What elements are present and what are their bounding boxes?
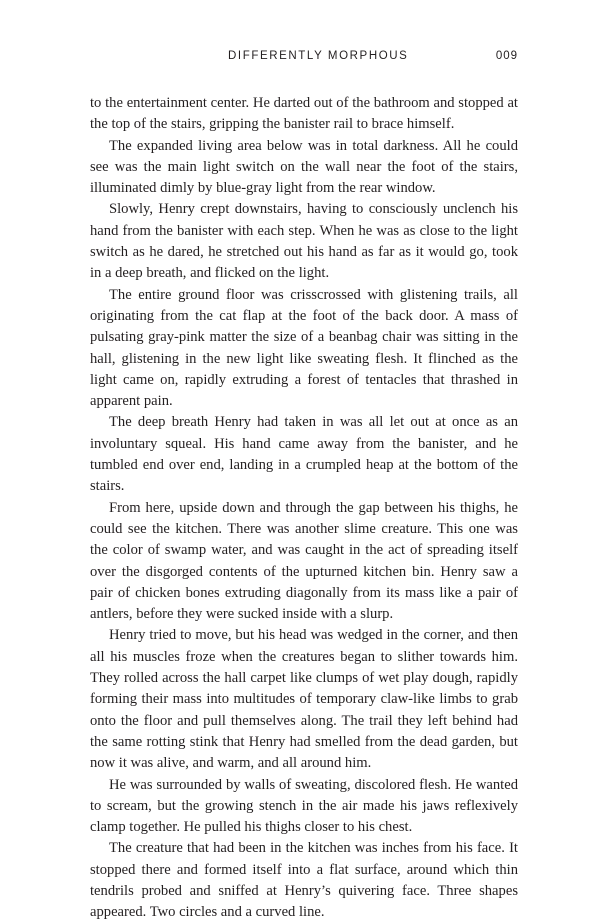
running-header xyxy=(90,50,518,70)
paragraph: The deep breath Henry had taken in was all let out at once as an involuntary squeal. His hand came away from the banister, and he tumbled end over end, landing in a crumpled heap at the bottom of the stairs. xyxy=(90,414,518,495)
paragraph: The expanded living area below was in total darkness. All he could see was the main light switch on the wall near the foot of the stairs, illuminated dimly by blue-gray light from the rear window. xyxy=(90,137,518,197)
paragraph: The creature that had been in the kitchen was inches from his face. It stopped there and formed itself into a flat surface, around which thin tendrils probed and sniffed at Henry’s quivering face. Three shapes appeared. Two circles and a curved line. xyxy=(90,840,518,921)
body-text xyxy=(90,93,518,924)
paragraph: He was surrounded by walls of sweating, discolored flesh. He wanted to scream, but the growing stench in the air made his jaws reflexively clamp together. He pulled his thighs closer to his chest. xyxy=(90,776,518,836)
page-number: 009 xyxy=(495,50,518,62)
running-title: DIFFERENTLY MORPHOUS xyxy=(228,50,409,62)
paragraph: The entire ground floor was crisscrossed with glistening trails, all originating from the cat flap at the foot of the back door. A mass of pulsating gray-pink matter the size of a beanbag chair was sitting in the hall, glistening in the new light like sweating flesh. It flinched as the light came on, rapidly extruding a forest of tentacles that thrashed in apparent pain. xyxy=(90,286,518,410)
paragraph: Henry tried to move, but his head was wedged in the corner, and then all his muscles froze when the creatures began to slither towards him. They rolled across the hall carpet like clumps of wet play dough, rapidly forming their mass into multitudes of temporary claw-like limbs to grab onto the floor and pull themselves along. The trail they left behind had the same rotting stink that Henry had smelled from the dead garden, but now it was alive, and warm, and all around him. xyxy=(90,627,518,772)
paragraph: Slowly, Henry crept downstairs, having to consciously unclench his hand from the banister with each step. When he was as close to the light switch as he dared, he stretched out his hand as far as it would go, took in a deep breath, and flicked on the light. xyxy=(90,201,518,282)
paragraph: From here, upside down and through the gap between his thighs, he could see the kitchen. There was another slime creature. This one was the color of swamp water, and was caught in the act of spreading itself over the disgorged contents of the upturned kitchen bin. Henry saw a pair of chicken bones extruding diagonally from its mass like a pair of antlers, before they were sucked inside with a slurp. xyxy=(90,499,518,623)
paragraph: to the entertainment center. He darted out of the bathroom and stopped at the top of the stairs, gripping the banister rail to brace himself. xyxy=(90,95,518,133)
